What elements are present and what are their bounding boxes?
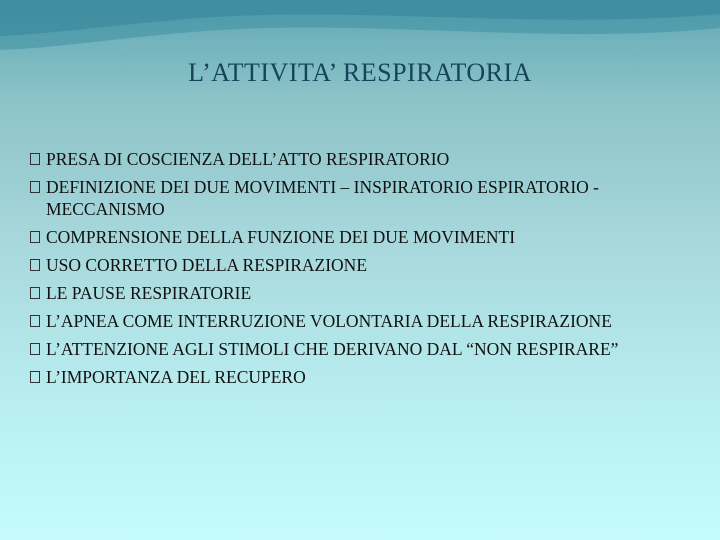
list-item xyxy=(30,176,690,220)
square-bullet-icon xyxy=(30,181,40,193)
list-item-text: PRESA DI COSCIENZA DELL’ATTO RESPIRATORIO xyxy=(46,149,450,169)
list-item-text: LE PAUSE RESPIRATORIE xyxy=(46,283,252,303)
list-item-text: COMPRENSIONE DELLA FUNZIONE DEI DUE MOVIMENTI xyxy=(46,227,516,247)
list-item xyxy=(30,366,690,388)
square-bullet-icon xyxy=(30,231,40,243)
square-bullet-icon xyxy=(30,153,40,165)
list-item-text: L’ATTENZIONE AGLI STIMOLI CHE DERIVANO DAL “NON RESPIRARE” xyxy=(46,339,619,359)
square-bullet-icon xyxy=(30,343,40,355)
list-item xyxy=(30,254,690,276)
square-bullet-icon xyxy=(30,259,40,271)
list-item xyxy=(30,338,690,360)
square-bullet-icon xyxy=(30,315,40,327)
slide-title: L’ATTIVITA’ RESPIRATORIA xyxy=(188,58,532,87)
list-item-text: L’APNEA COME INTERRUZIONE VOLONTARIA DELLA RESPIRAZIONE xyxy=(46,311,612,331)
list-item xyxy=(30,310,690,332)
bullet-list xyxy=(30,148,690,394)
square-bullet-icon xyxy=(30,287,40,299)
list-item xyxy=(30,282,690,304)
square-bullet-icon xyxy=(30,371,40,383)
list-item xyxy=(30,148,690,170)
list-item-text: L’IMPORTANZA DEL RECUPERO xyxy=(46,367,306,387)
list-item-text: USO CORRETTO DELLA RESPIRAZIONE xyxy=(46,255,368,275)
list-item xyxy=(30,226,690,248)
list-item-text: DEFINIZIONE DEI DUE MOVIMENTI – INSPIRATORIO ESPIRATORIO - MECCANISMO xyxy=(46,177,600,219)
decorative-top-wave xyxy=(0,0,720,60)
